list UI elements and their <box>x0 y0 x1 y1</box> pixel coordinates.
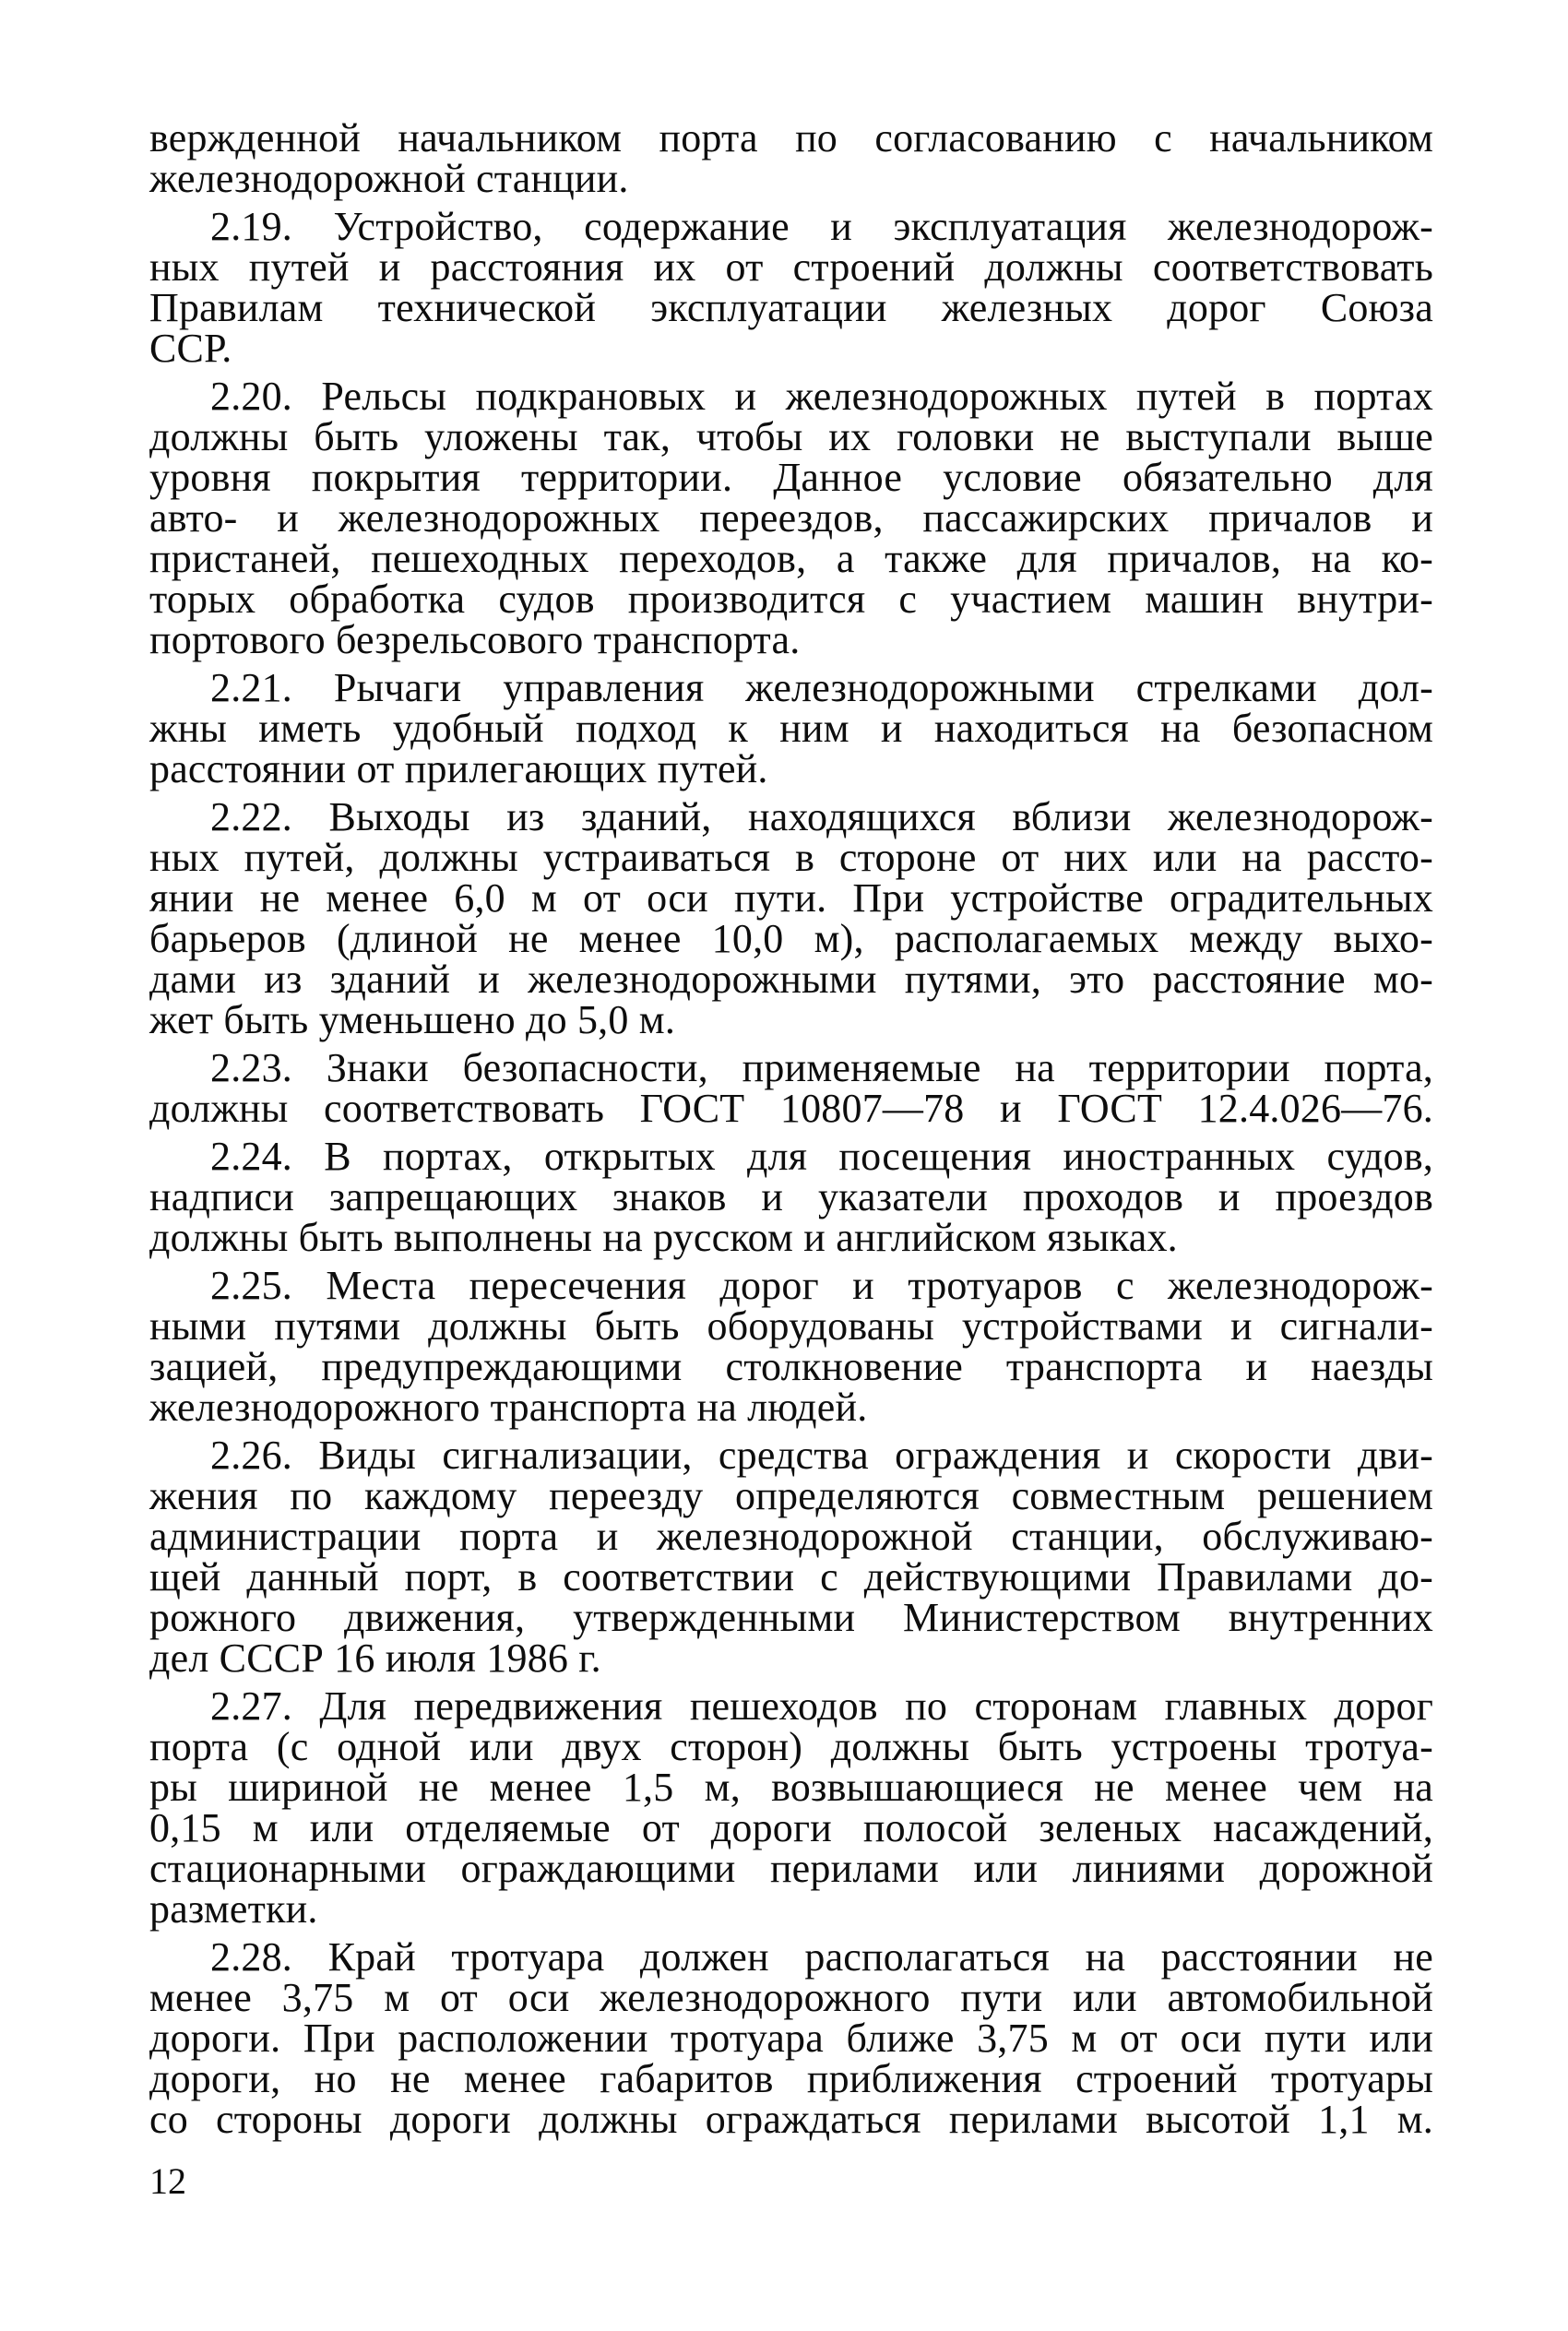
text-line: 2.19. Устройство, содержание и эксплуатация железнодорож- <box>210 204 1433 249</box>
text-line: жения по каждому переезду определяются совместным решением <box>149 1473 1433 1518</box>
text-line: 2.20. Рельсы подкрановых и железнодорожных путей в портах <box>210 374 1433 419</box>
text-line: надписи запрещающих знаков и указатели проходов и проездов <box>149 1174 1433 1219</box>
text-line: барьеров (длиной не менее 10,0 м), располагаемых между выхо- <box>149 916 1433 961</box>
paragraph-2-24 <box>149 1136 1433 1258</box>
text-line: администрации порта и железнодорожной станции, обслуживаю- <box>149 1514 1433 1559</box>
paragraph-2-26 <box>149 1435 1433 1679</box>
text-line: Правилам технической эксплуатации железных дорог Союза <box>149 285 1433 330</box>
text-line: дел СССР 16 июля 1986 г. <box>149 1635 601 1681</box>
paragraph-2-21 <box>149 665 1433 791</box>
text-line: портового безрельсового транспорта. <box>149 617 801 662</box>
text-line: должны быть выполнены на русском и английском языках. <box>149 1215 1178 1260</box>
text-line: 2.25. Места пересечения дорог и тротуаров с железнодорож- <box>210 1263 1433 1308</box>
text-line: должны быть уложены так, чтобы их головки не выступали выше <box>149 414 1433 459</box>
text-line: вержденной начальником порта по согласованию с начальником <box>149 115 1433 161</box>
text-line: 2.28. Край тротуара должен располагаться на расстоянии не <box>210 1934 1433 1980</box>
text-line: 2.26. Виды сигнализации, средства ограждения и скорости дви- <box>210 1433 1433 1478</box>
text-line: торых обработка судов производится с участием машин внутри- <box>149 577 1433 622</box>
paragraph-2-23 <box>149 1045 1433 1131</box>
text-line: расстоянии от прилегающих путей. <box>149 746 768 791</box>
text-line: железнодорожного транспорта на людей. <box>149 1385 868 1430</box>
text-line: 2.21. Рычаги управления железнодорожными стрелками дол- <box>210 665 1433 710</box>
paragraph-continuation <box>149 115 1433 201</box>
text-line: зацией, предупреждающими столкновение транспорта и наезды <box>149 1344 1433 1389</box>
text-line: ССР. <box>149 326 232 371</box>
text-line: дороги, но не менее габаритов приближения строений тротуары <box>149 2056 1433 2101</box>
page-number: 12 <box>149 2160 186 2202</box>
text-line: стационарными ограждающими перилами или линиями дорожной <box>149 1846 1433 1891</box>
text-line: рожного движения, утвержденными Министерством внутренних <box>149 1595 1433 1640</box>
text-line: менее 3,75 м от оси железнодорожного пути или автомобильной <box>149 1975 1433 2020</box>
text-line: со стороны дороги должны ограждаться перилами высотой 1,1 м. <box>149 2097 1433 2142</box>
paragraph-2-19 <box>149 204 1433 371</box>
text-line: железнодорожной станции. <box>149 156 629 201</box>
text-line: янии не менее 6,0 м от оси пути. При устройстве оградительных <box>149 875 1433 921</box>
text-line: ры шириной не менее 1,5 м, возвышающиеся не менее чем на <box>149 1765 1433 1810</box>
paragraph-2-28 <box>149 1934 1433 2142</box>
text-line: жны иметь удобный подход к ним и находиться на безопасном <box>149 706 1433 751</box>
text-line: должны соответствовать ГОСТ 10807—78 и ГОСТ 12.4.026—76. <box>149 1086 1433 1131</box>
paragraph-2-27 <box>149 1683 1433 1932</box>
text-line: пристаней, пешеходных переходов, а также для причалов, на ко- <box>149 536 1433 581</box>
text-line: 2.23. Знаки безопасности, применяемые на территории порта, <box>210 1045 1433 1090</box>
paragraph-2-20 <box>149 376 1433 660</box>
paragraph-2-22 <box>149 794 1433 1042</box>
text-line: жет быть уменьшено до 5,0 м. <box>149 997 676 1042</box>
text-line: 0,15 м или отделяемые от дороги полосой зеленых насаждений, <box>149 1805 1433 1850</box>
paragraph-2-25 <box>149 1263 1433 1430</box>
text-line: авто- и железнодорожных переездов, пассажирских причалов и <box>149 495 1433 541</box>
text-line: разметки. <box>149 1886 318 1932</box>
text-line: дороги. При расположении тротуара ближе 3,75 м от оси пути или <box>149 2016 1433 2061</box>
text-block <box>149 115 1433 2142</box>
text-line: 2.24. В портах, открытых для посещения иностранных судов, <box>210 1134 1433 1179</box>
text-line: ных путей, должны устраиваться в стороне от них или на рассто- <box>149 835 1433 880</box>
text-line: дами из зданий и железнодорожными путями, это расстояние мо- <box>149 957 1433 1002</box>
text-line: ных путей и расстояния их от строений должны соответствовать <box>149 244 1433 290</box>
text-line: 2.27. Для передвижения пешеходов по сторонам главных дорог <box>210 1683 1433 1729</box>
text-line: порта (с одной или двух сторон) должны быть устроены тротуа- <box>149 1724 1433 1769</box>
text-line: щей данный порт, в соответствии с действующими Правилами до- <box>149 1554 1433 1600</box>
text-line: 2.22. Выходы из зданий, находящихся вблизи железнодорож- <box>210 794 1433 839</box>
text-line: уровня покрытия территории. Данное условие обязательно для <box>149 455 1433 500</box>
text-line: ными путями должны быть оборудованы устройствами и сигнали- <box>149 1303 1433 1349</box>
